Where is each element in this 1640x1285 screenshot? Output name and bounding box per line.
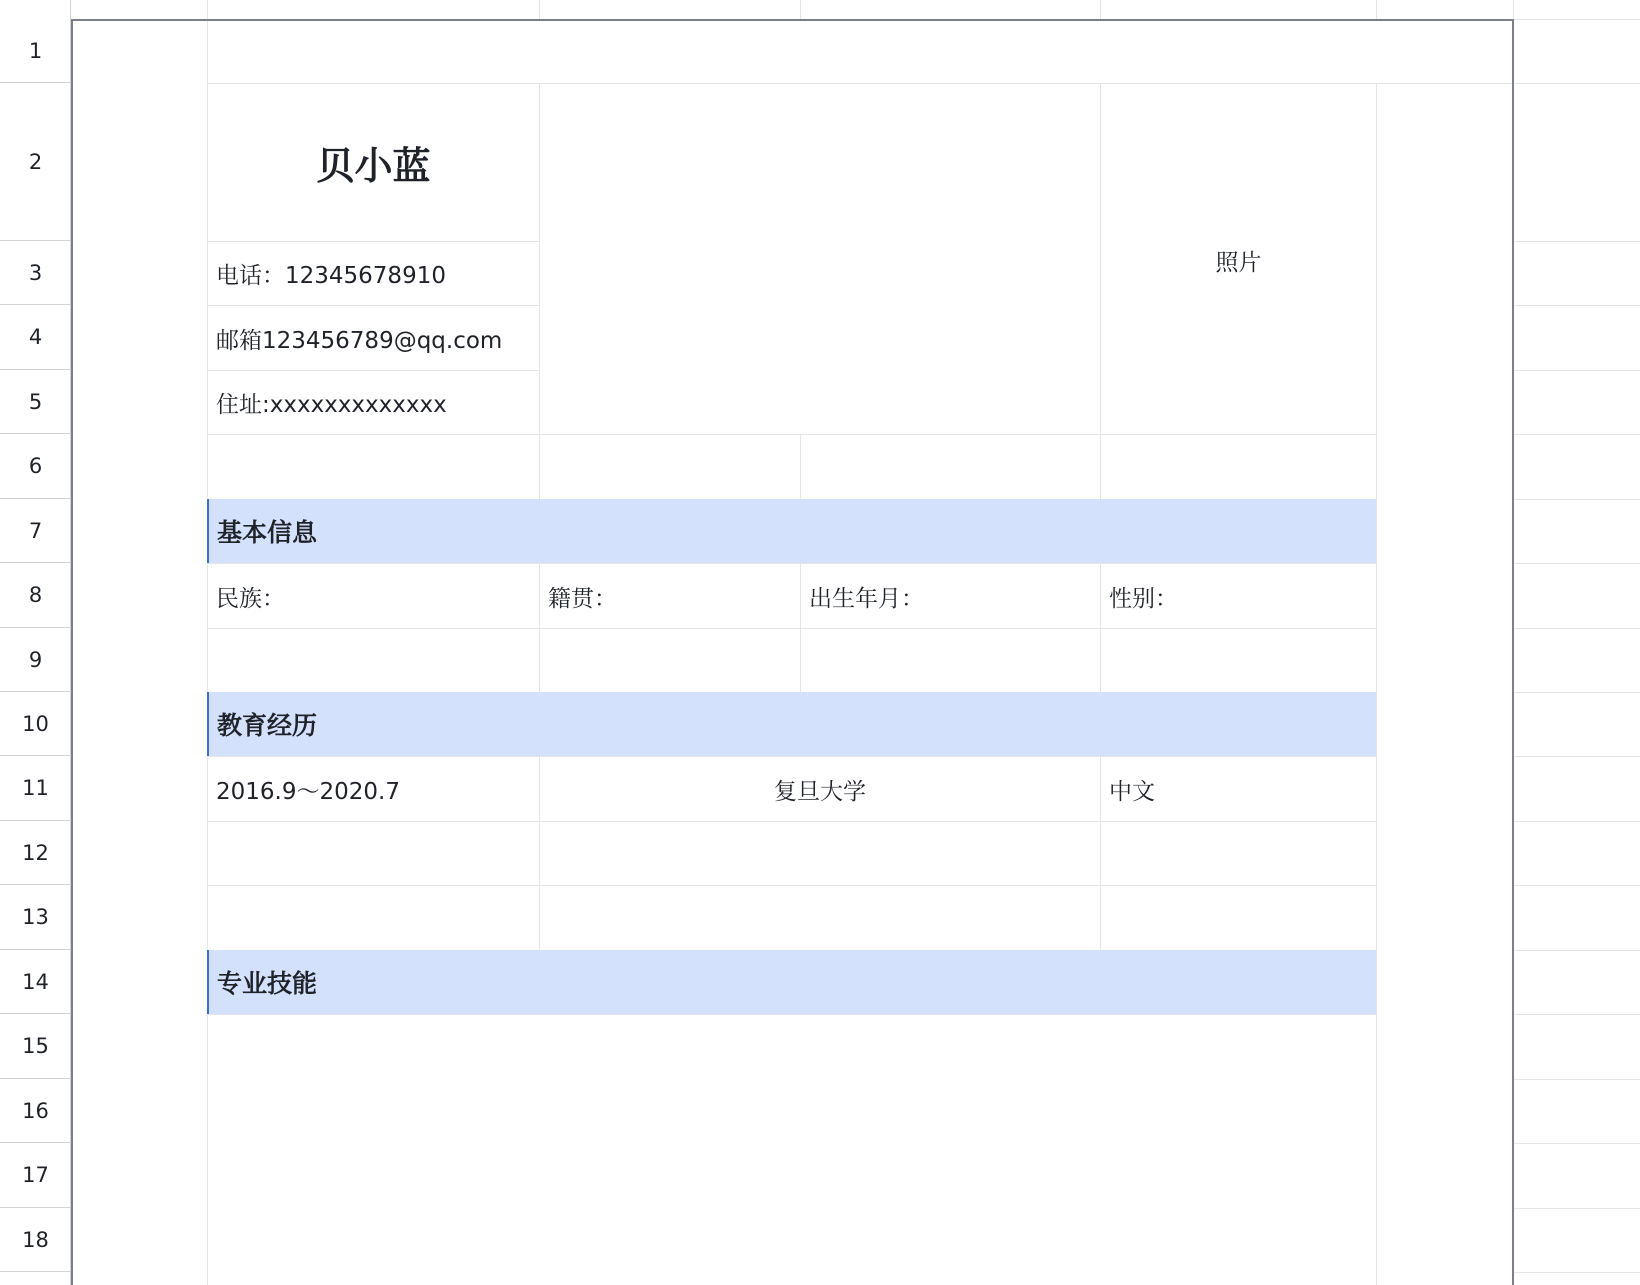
row-number[interactable]: 13 xyxy=(0,885,71,950)
row-number[interactable]: 9 xyxy=(0,628,71,692)
section-basic-info[interactable] xyxy=(207,499,1376,563)
row-number[interactable]: 14 xyxy=(0,950,71,1014)
row-number[interactable]: 12 xyxy=(0,821,71,885)
row-number[interactable]: 18 xyxy=(0,1208,71,1272)
merged-skills-area xyxy=(208,1015,1376,1285)
ethnicity-cell[interactable]: 民族： xyxy=(216,585,285,612)
email-cell[interactable]: 邮箱123456789@qq.com xyxy=(216,327,503,354)
section-skills[interactable] xyxy=(207,950,1376,1014)
grid-column-line xyxy=(1513,0,1514,1285)
row-number[interactable]: 8 xyxy=(0,563,71,628)
birth-date-cell[interactable]: 出生年月： xyxy=(809,585,924,612)
row-number[interactable]: 17 xyxy=(0,1143,71,1208)
margin-column-right xyxy=(1377,84,1512,1285)
photo-placeholder[interactable]: 照片 xyxy=(1215,250,1262,276)
phone-cell[interactable]: 电话：12345678910 xyxy=(216,263,446,289)
row-number[interactable]: 3 xyxy=(0,241,71,305)
education-major-cell[interactable]: 中文 xyxy=(1109,778,1155,805)
row-number[interactable]: 1 xyxy=(0,19,71,83)
row-number[interactable]: 15 xyxy=(0,1014,71,1079)
address-cell[interactable]: 住址:xxxxxxxxxxxxx xyxy=(216,392,447,418)
resume-name[interactable]: 贝小蓝 xyxy=(316,144,431,188)
row-number[interactable]: 2 xyxy=(0,83,71,241)
row-number[interactable]: 11 xyxy=(0,756,71,821)
native-place-cell[interactable]: 籍贯： xyxy=(548,585,617,612)
row-number[interactable]: 7 xyxy=(0,499,71,563)
row-header xyxy=(0,0,71,1285)
row-number[interactable]: 4 xyxy=(0,305,71,370)
section-education[interactable] xyxy=(207,692,1376,756)
row-number[interactable]: 6 xyxy=(0,434,71,499)
row-number[interactable]: 5 xyxy=(0,370,71,434)
row-number[interactable]: 10 xyxy=(0,692,71,756)
merged-empty-cell xyxy=(540,822,1100,885)
education-period-cell[interactable]: 2016.9～2020.7 xyxy=(216,778,400,805)
merged-empty-cell xyxy=(540,886,1100,950)
margin-column-b xyxy=(72,20,207,1285)
section-skills-label: 专业技能 xyxy=(217,969,318,998)
row-number[interactable]: 16 xyxy=(0,1079,71,1143)
education-school-cell[interactable]: 复旦大学 xyxy=(774,778,866,805)
merged-blank-middle xyxy=(540,84,1100,434)
section-basic-info-label: 基本信息 xyxy=(217,518,318,547)
section-education-label: 教育经历 xyxy=(217,711,318,740)
merged-row-1 xyxy=(208,20,1512,83)
gender-cell[interactable]: 性别： xyxy=(1109,585,1178,612)
